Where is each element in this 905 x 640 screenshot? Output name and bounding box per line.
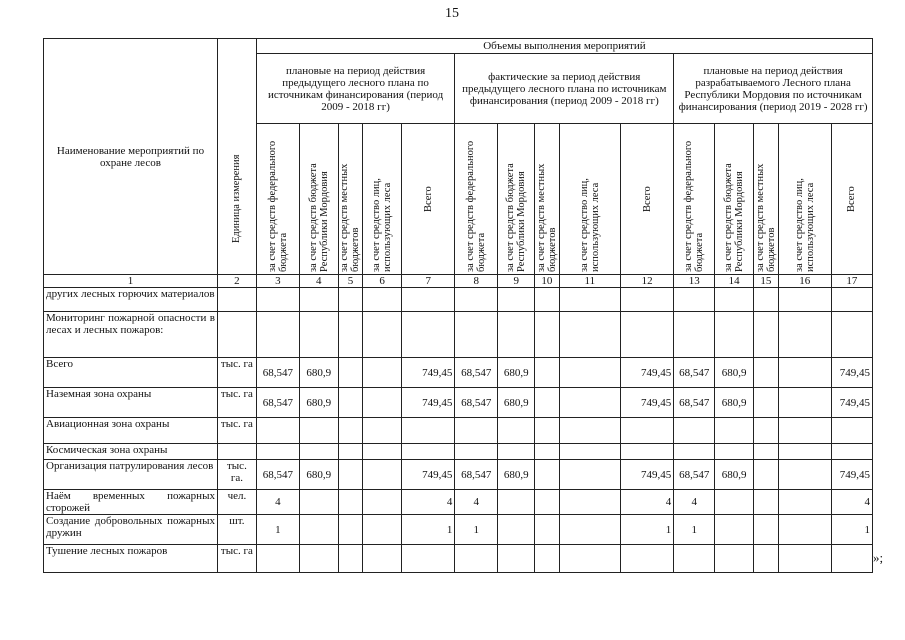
value-cell (715, 490, 754, 515)
table-row (44, 312, 873, 358)
header-subcolumn: за счет средство лиц, использующих леса (559, 124, 620, 275)
value-cell: 1 (674, 515, 715, 545)
header-unit-cell: Единица измерения (217, 39, 256, 275)
value-cell (455, 288, 498, 312)
table-row (44, 288, 873, 312)
header-subcolumn: Всего (831, 124, 872, 275)
value-cell (559, 418, 620, 444)
value-cell (402, 418, 455, 444)
header-subcolumn: за счет средств местных бюджетов (535, 124, 560, 275)
table-row (44, 460, 873, 490)
value-cell (559, 545, 620, 573)
header-subcolumn: за счет средств бюджета Республики Мордовия (715, 124, 754, 275)
value-cell: 68,547 (455, 358, 498, 388)
value-cell (498, 288, 535, 312)
value-cell (559, 388, 620, 418)
row-name: Авиационная зона охраны (44, 418, 218, 444)
column-number: 2 (217, 275, 256, 288)
value-cell (778, 490, 831, 515)
table-row (44, 388, 873, 418)
value-cell (338, 288, 363, 312)
value-cell (754, 490, 779, 515)
header-subcolumn: за счет средств бюджета Республики Мордовия (299, 124, 338, 275)
value-cell (299, 444, 338, 460)
value-cell (363, 418, 402, 444)
value-cell (778, 515, 831, 545)
value-cell: 4 (455, 490, 498, 515)
value-cell (535, 388, 560, 418)
value-cell (559, 312, 620, 358)
value-cell (498, 515, 535, 545)
value-cell (256, 444, 299, 460)
value-cell (498, 312, 535, 358)
value-cell: 68,547 (674, 358, 715, 388)
value-cell: 4 (621, 490, 674, 515)
column-number: 17 (831, 275, 872, 288)
value-cell: 4 (402, 490, 455, 515)
value-cell (535, 545, 560, 573)
value-cell: 749,45 (621, 358, 674, 388)
value-cell (559, 444, 620, 460)
value-cell (256, 418, 299, 444)
column-number: 6 (363, 275, 402, 288)
value-cell: 1 (402, 515, 455, 545)
value-cell (831, 312, 872, 358)
value-cell (715, 288, 754, 312)
row-name: Создание добровольных пожарных дружин (44, 515, 218, 545)
value-cell (674, 545, 715, 573)
value-cell (299, 515, 338, 545)
header-subcolumn: за счет средств местных бюджетов (338, 124, 363, 275)
value-cell (498, 545, 535, 573)
value-cell (778, 444, 831, 460)
header-subcolumn: за счет средств бюджета Республики Мордовия (498, 124, 535, 275)
column-number: 15 (754, 275, 779, 288)
value-cell (715, 444, 754, 460)
value-cell (754, 388, 779, 418)
column-number: 5 (338, 275, 363, 288)
value-cell (363, 288, 402, 312)
row-name: Всего (44, 358, 218, 388)
value-cell (778, 418, 831, 444)
value-cell (754, 288, 779, 312)
column-number: 12 (621, 275, 674, 288)
value-cell: 68,547 (674, 460, 715, 490)
value-cell (535, 444, 560, 460)
value-cell: 680,9 (715, 460, 754, 490)
value-cell (535, 490, 560, 515)
value-cell (455, 545, 498, 573)
value-cell (363, 460, 402, 490)
value-cell (715, 545, 754, 573)
value-cell (299, 490, 338, 515)
value-cell (559, 460, 620, 490)
value-cell: 749,45 (621, 460, 674, 490)
value-cell: 4 (674, 490, 715, 515)
column-number: 1 (44, 275, 218, 288)
value-cell (674, 288, 715, 312)
table-row (44, 545, 873, 573)
value-cell (338, 358, 363, 388)
value-cell (363, 515, 402, 545)
value-cell (778, 288, 831, 312)
value-cell: 1 (256, 515, 299, 545)
value-cell: 680,9 (715, 388, 754, 418)
row-unit: чел. (217, 490, 256, 515)
value-cell (338, 444, 363, 460)
value-cell (535, 358, 560, 388)
value-cell (674, 444, 715, 460)
value-cell (256, 312, 299, 358)
value-cell (621, 444, 674, 460)
value-cell (256, 545, 299, 573)
value-cell (535, 418, 560, 444)
header-subcolumn: за счет средств федерального бюджета (674, 124, 715, 275)
value-cell (363, 358, 402, 388)
column-number: 14 (715, 275, 754, 288)
value-cell (831, 444, 872, 460)
value-cell (402, 444, 455, 460)
value-cell: 4 (831, 490, 872, 515)
value-cell: 1 (455, 515, 498, 545)
row-unit: тыс. га (217, 545, 256, 573)
page-number: 15 (445, 6, 459, 21)
column-number: 4 (299, 275, 338, 288)
table-row (44, 418, 873, 444)
value-cell (498, 418, 535, 444)
value-cell: 749,45 (402, 460, 455, 490)
value-cell (621, 312, 674, 358)
value-cell: 749,45 (402, 388, 455, 418)
row-name: Организация патрулирования лесов (44, 460, 218, 490)
value-cell (754, 460, 779, 490)
value-cell (299, 545, 338, 573)
value-cell (338, 545, 363, 573)
row-name: Наём временных пожарных сторожей (44, 490, 218, 515)
value-cell (831, 545, 872, 573)
value-cell: 680,9 (498, 358, 535, 388)
value-cell (338, 490, 363, 515)
value-cell (754, 418, 779, 444)
row-unit: шт. (217, 515, 256, 545)
value-cell: 68,547 (674, 388, 715, 418)
header-subcolumn: Всего (621, 124, 674, 275)
value-cell (715, 515, 754, 545)
value-cell (535, 312, 560, 358)
value-cell (455, 418, 498, 444)
column-number: 16 (778, 275, 831, 288)
value-cell (299, 312, 338, 358)
header-subcolumn: за счет средство лиц, использующих леса (778, 124, 831, 275)
value-cell (402, 312, 455, 358)
column-number: 9 (498, 275, 535, 288)
header-volumes: Объемы выполнения мероприятий (256, 39, 872, 54)
value-cell (256, 288, 299, 312)
column-number: 10 (535, 275, 560, 288)
header-subcolumn: за счет средств местных бюджетов (754, 124, 779, 275)
value-cell (754, 312, 779, 358)
value-cell (674, 312, 715, 358)
value-cell: 749,45 (831, 358, 872, 388)
value-cell: 749,45 (831, 460, 872, 490)
value-cell (674, 418, 715, 444)
header-name-cell: Наименование мероприятий по охране лесов (44, 39, 218, 275)
value-cell (831, 418, 872, 444)
value-cell (299, 418, 338, 444)
row-name: Мониторинг пожарной опасности в лесах и лесных пожаров: (44, 312, 218, 358)
value-cell: 680,9 (299, 388, 338, 418)
value-cell: 4 (256, 490, 299, 515)
value-cell (402, 288, 455, 312)
table-row (44, 444, 873, 460)
value-cell (715, 312, 754, 358)
value-cell (715, 418, 754, 444)
value-cell (559, 490, 620, 515)
value-cell (363, 490, 402, 515)
value-cell: 1 (621, 515, 674, 545)
row-unit: тыс. га. (217, 460, 256, 490)
value-cell (338, 418, 363, 444)
value-cell (559, 288, 620, 312)
row-unit: тыс. га (217, 388, 256, 418)
value-cell: 680,9 (299, 358, 338, 388)
header-subcolumn: за счет средств федерального бюджета (455, 124, 498, 275)
value-cell (754, 545, 779, 573)
value-cell: 68,547 (256, 358, 299, 388)
value-cell: 749,45 (621, 388, 674, 418)
value-cell (455, 312, 498, 358)
value-cell (363, 312, 402, 358)
row-name: Наземная зона охраны (44, 388, 218, 418)
header-subcolumn: Всего (402, 124, 455, 275)
column-number: 7 (402, 275, 455, 288)
header-group-actual-previous: фактические за период действия предыдущего лесного плана по источникам финансирования (период 2009 - 2018 гг) (455, 54, 674, 124)
value-cell: 680,9 (299, 460, 338, 490)
value-cell (754, 515, 779, 545)
closing-quote-mark: »; (873, 550, 884, 565)
value-cell (299, 288, 338, 312)
value-cell (621, 288, 674, 312)
row-name: Тушение лесных пожаров (44, 545, 218, 573)
value-cell (363, 444, 402, 460)
value-cell (535, 288, 560, 312)
column-number: 8 (455, 275, 498, 288)
header-subcolumn: за счет средств федерального бюджета (256, 124, 299, 275)
value-cell (621, 418, 674, 444)
header-group-planned-previous: плановые на период действия предыдущего лесного плана по источникам финансирования (период 2009 - 2018 гг) (256, 54, 454, 124)
row-unit: тыс. га (217, 418, 256, 444)
value-cell (535, 460, 560, 490)
value-cell: 749,45 (402, 358, 455, 388)
table-row (44, 358, 873, 388)
row-unit (217, 312, 256, 358)
header-subcolumn: за счет средство лиц, использующих леса (363, 124, 402, 275)
value-cell (498, 490, 535, 515)
value-cell (754, 444, 779, 460)
row-unit: тыс. га (217, 358, 256, 388)
value-cell (778, 358, 831, 388)
value-cell: 68,547 (455, 388, 498, 418)
column-number: 13 (674, 275, 715, 288)
row-unit (217, 288, 256, 312)
value-cell: 68,547 (455, 460, 498, 490)
value-cell (621, 545, 674, 573)
value-cell: 1 (831, 515, 872, 545)
table-row (44, 490, 873, 515)
value-cell: 68,547 (256, 460, 299, 490)
row-name: других лесных горючих материалов (44, 288, 218, 312)
value-cell (338, 460, 363, 490)
value-cell (559, 358, 620, 388)
value-cell (338, 515, 363, 545)
value-cell (778, 312, 831, 358)
value-cell (778, 545, 831, 573)
value-cell (778, 460, 831, 490)
value-cell (402, 545, 455, 573)
value-cell (559, 515, 620, 545)
value-cell (831, 288, 872, 312)
value-cell (363, 388, 402, 418)
row-unit (217, 444, 256, 460)
value-cell (338, 312, 363, 358)
row-name: Космическая зона охраны (44, 444, 218, 460)
value-cell (778, 388, 831, 418)
value-cell (498, 444, 535, 460)
column-number: 3 (256, 275, 299, 288)
value-cell: 749,45 (831, 388, 872, 418)
value-cell (338, 388, 363, 418)
forest-protection-table (43, 38, 873, 573)
value-cell (754, 358, 779, 388)
column-number: 11 (559, 275, 620, 288)
value-cell: 680,9 (498, 460, 535, 490)
value-cell (535, 515, 560, 545)
value-cell (455, 444, 498, 460)
value-cell: 680,9 (498, 388, 535, 418)
table-row (44, 515, 873, 545)
value-cell: 680,9 (715, 358, 754, 388)
value-cell (363, 545, 402, 573)
header-group-planned-new: плановые на период действия разрабатываемого Лесного плана Республики Мордовия по источникам финансирования (период 2019 - 2028 гг) (674, 54, 873, 124)
value-cell: 68,547 (256, 388, 299, 418)
